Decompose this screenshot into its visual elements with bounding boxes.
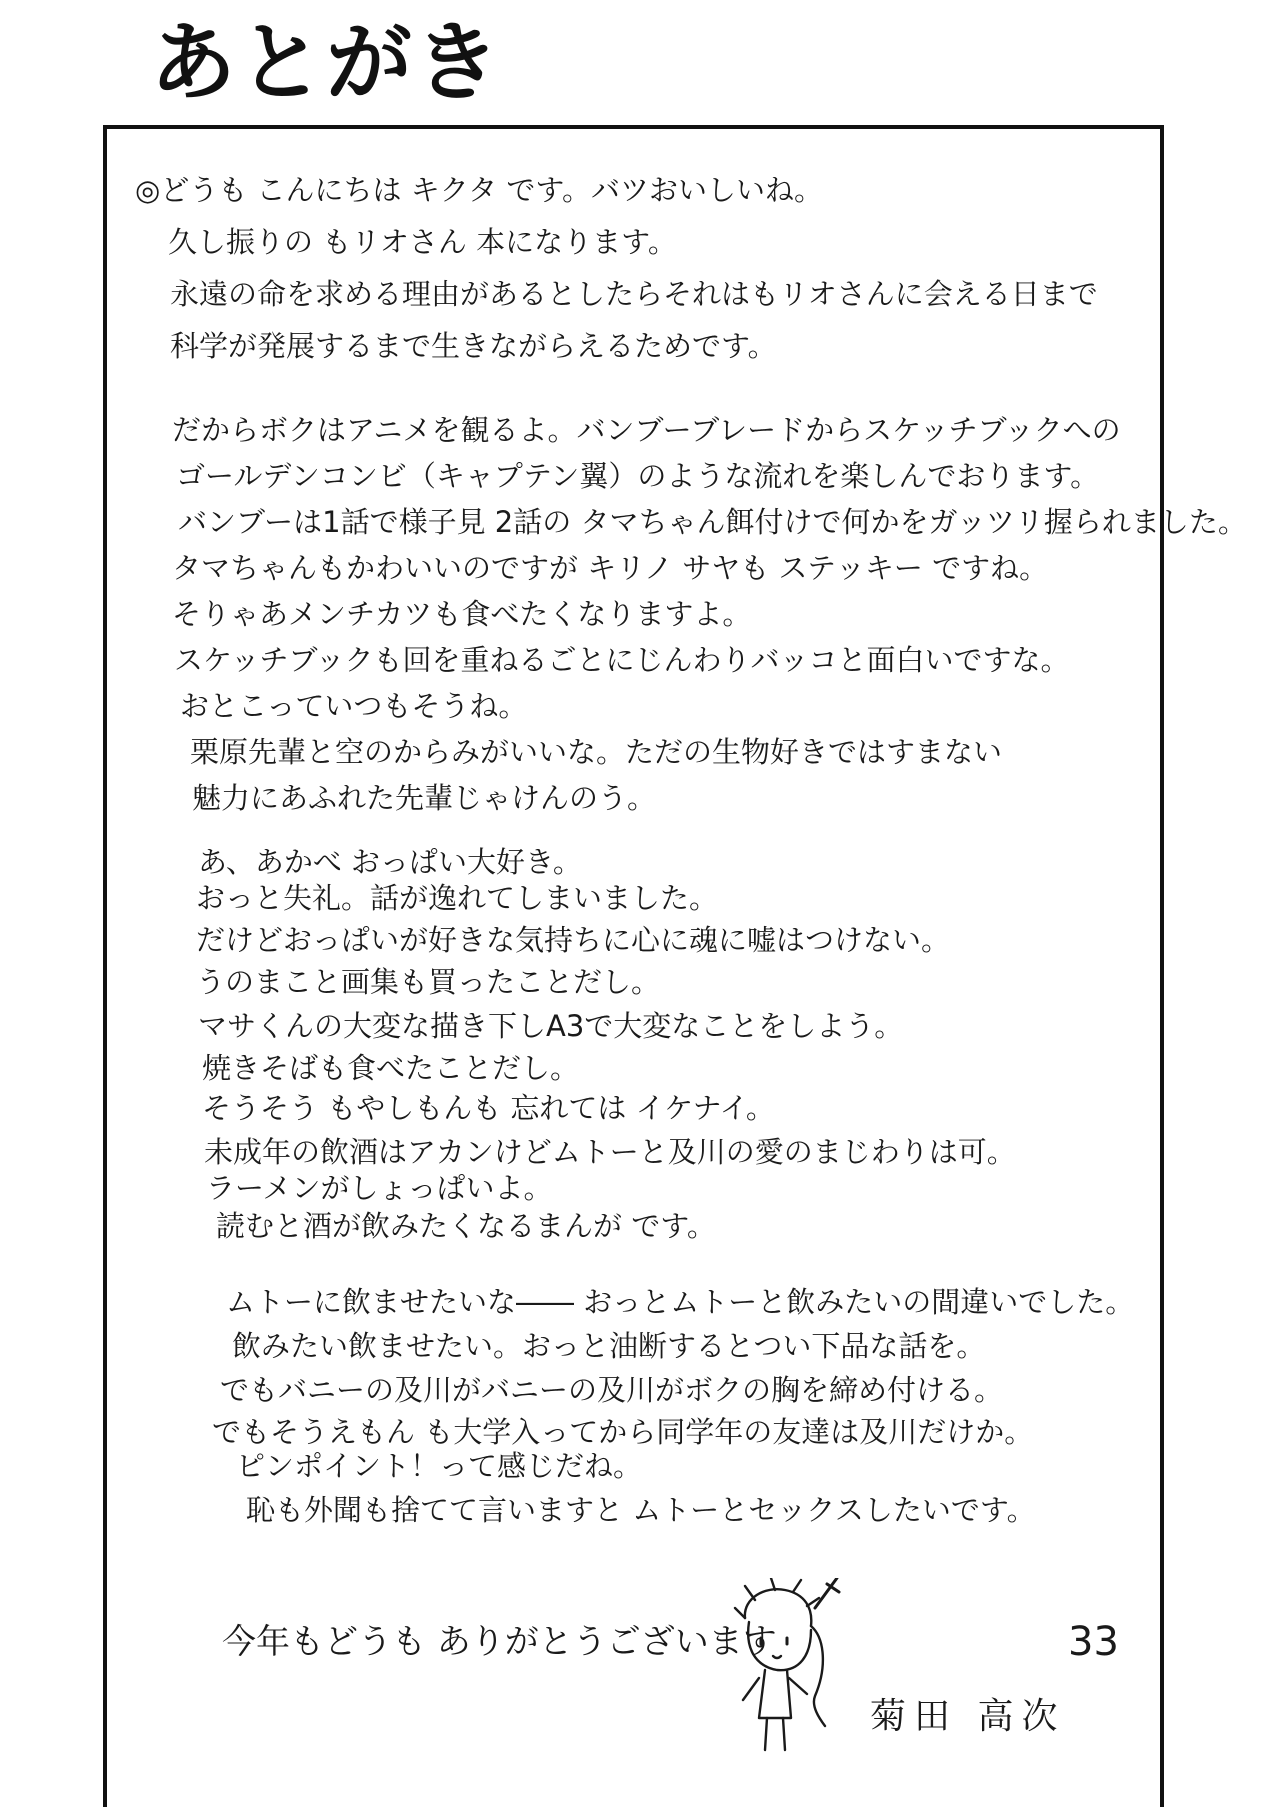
text-line: 焼きそばも食べたことだし。 [202,1051,580,1085]
text-line: あ、あかべ おっぱい大好き。 [198,845,582,879]
text-line: ムトーに飲ませたいな―― おっとムトーと飲みたいの間違いでした。 [226,1285,1135,1319]
text-line: 魅力にあふれた先輩じゃけんのう。 [192,781,657,815]
text-line: 久し振りの もリオさん 本になります。 [168,225,677,259]
text-line: でもそうえもん も大学入ってから同学年の友達は及川だけか。 [212,1415,1034,1449]
text-line: だからボクはアニメを観るよ。バンブーブレードからスケッチブックへの [172,413,1121,447]
character-doodle [715,1578,845,1758]
text-line: マサくんの大変な描き下しA3で大変なことをしよう。 [198,1009,904,1043]
text-line: だけどおっぱいが好きな気持ちに心に魂に嘘はつけない。 [196,923,951,957]
text-line: そりゃあメンチカツも食べたくなりますよ。 [172,597,752,631]
text-line: タマちゃんもかわいいのですが キリノ サヤも ステッキー ですね。 [172,551,1049,585]
text-line: おとこっていつもそうね。 [180,689,528,723]
text-line: おっと失礼。話が逸れてしまいました。 [196,881,719,915]
text-line: スケッチブックも回を重ねるごとにじんわりバッコと面白いですな。 [174,643,1070,677]
closing-message: 今年もどうも ありがとうございます [222,1622,777,1662]
text-line: 飲みたい飲ませたい。おっと油断するとつい下品な話を。 [232,1329,986,1363]
text-line: 栗原先輩と空のからみがいいな。ただの生物好きではすまない [190,735,1003,769]
text-line: 恥も外聞も捨てて言いますと ムトーとセックスしたいです。 [246,1493,1036,1527]
text-line: うのまこと画集も買ったことだし。 [196,965,661,999]
author-signature: 菊田 高次 [870,1696,1066,1737]
text-line: ゴールデンコンビ（キャプテン翼）のような流れを楽しんでおります。 [176,459,1100,493]
text-line: 未成年の飲酒はアカンけどムトーと及川の愛のまじわりは可。 [204,1135,1016,1169]
text-line: 読むと酒が飲みたくなるまんが です。 [216,1209,716,1243]
text-line: そうそう もやしもんも 忘れては イケナイ。 [202,1091,775,1125]
page-number: 33 [1068,1619,1119,1665]
text-line: ピンポイント！って感じだね。 [236,1449,643,1483]
text-line: ラーメンがしょっぱいよ。 [206,1171,553,1205]
text-line: 科学が発展するまで生きながらえるためです。 [170,329,777,363]
text-line: ◎どうも こんにちは キクタ です。バツおいしいね。 [135,173,824,207]
page-title: あとがき [150,13,502,113]
text-line: バンブーは1話で様子見 2話の タマちゃん餌付けで何かをガッツリ握られました。 [178,505,1247,539]
text-line: 永遠の命を求める理由があるとしたらそれはもリオさんに会える日まで [170,277,1098,311]
text-line: でもバニーの及川がバニーの及川がボクの胸を締め付ける。 [220,1373,1004,1407]
